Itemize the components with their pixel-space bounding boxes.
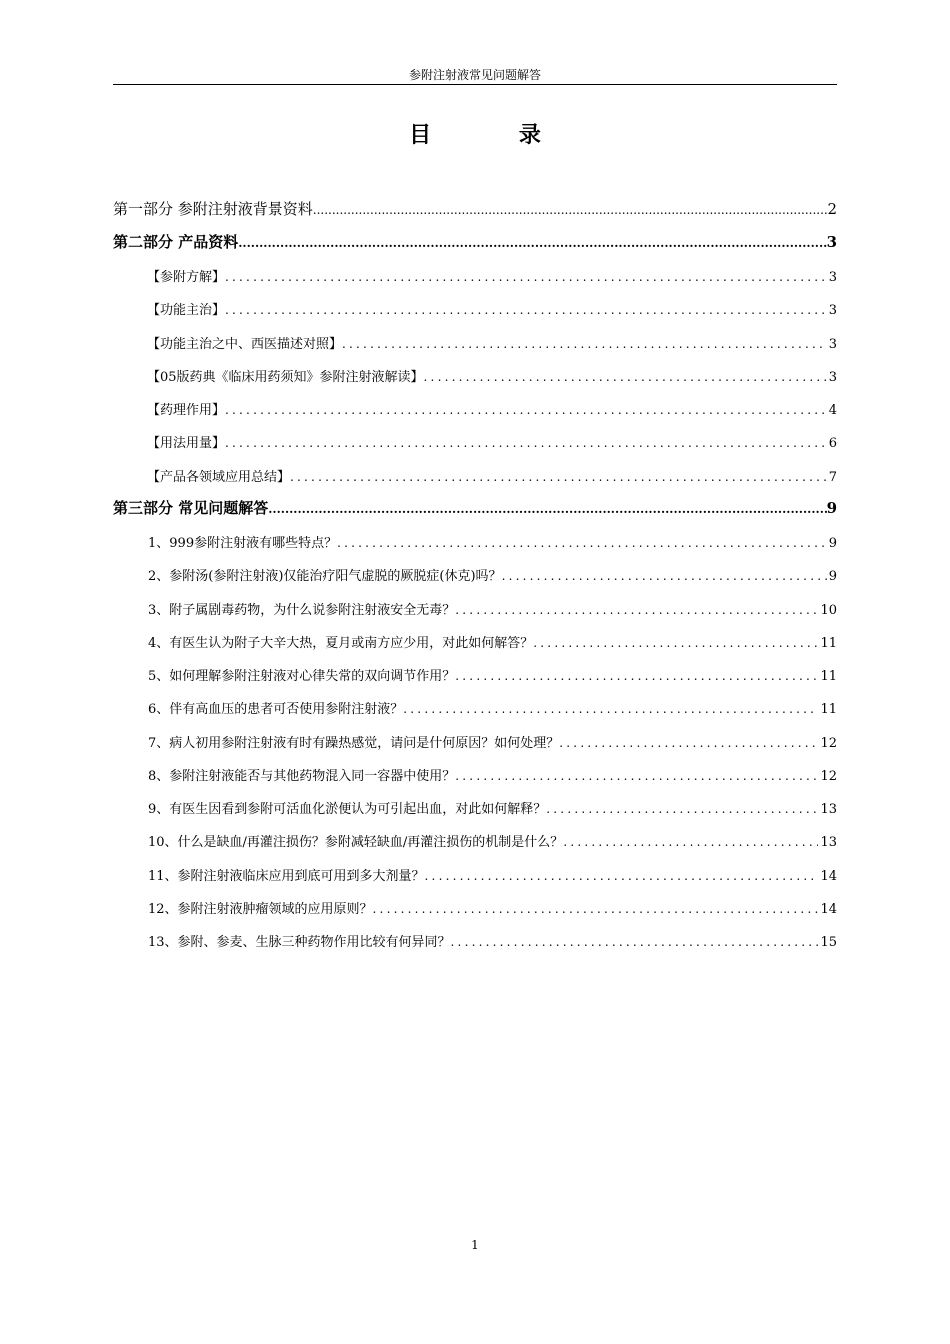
dot-leader — [313, 197, 828, 223]
dot-leader — [290, 462, 827, 492]
toc-entry-label: 【产品各领域应用总结】 — [147, 469, 291, 485]
toc-entry[interactable] — [113, 694, 837, 727]
dot-leader — [403, 694, 818, 724]
toc-entry-label: 1、999参附注射液有哪些特点？ — [148, 536, 338, 552]
toc-entry-label: 第一部分 参附注射液背景资料 — [113, 200, 313, 218]
toc-entry-label: 10、什么是缺血/再灌注损伤？参附减轻缺血/再灌注损伤的机制是什么？ — [148, 835, 564, 851]
toc-entry-label: 12、参附注射液肿瘤领域的应用原则？ — [148, 901, 373, 917]
toc-entry[interactable] — [113, 761, 837, 794]
toc-entry-label: 7、病人初用参附注射液有时有躁热感觉，请问是什何原因？如何处理？ — [148, 735, 560, 751]
toc-entry-label: 3、附子属剧毒药物，为什么说参附注射液安全无毒？ — [148, 602, 456, 618]
toc-entry[interactable] — [113, 462, 837, 495]
toc-entry-page: 14 — [820, 868, 837, 884]
toc-entry-page: 11 — [820, 669, 837, 685]
dot-leader — [238, 230, 826, 256]
toc-entry[interactable] — [113, 528, 837, 561]
toc-entry[interactable] — [113, 728, 837, 761]
dot-leader — [559, 728, 818, 758]
toc-entry-page: 3 — [826, 233, 837, 251]
toc-entry[interactable] — [113, 894, 837, 927]
toc-entry-label: 【功能主治之中、西医描述对照】 — [147, 336, 343, 352]
dot-leader — [225, 295, 827, 325]
dot-leader — [425, 861, 819, 891]
dot-leader — [455, 761, 818, 791]
toc-entry-label: 11、参附注射液临床应用到底可用到多大剂量？ — [148, 868, 425, 884]
toc-entry-page: 12 — [820, 735, 837, 751]
toc-entry-page: 12 — [820, 768, 837, 784]
toc-entry-page: 7 — [828, 469, 837, 485]
toc-entry-label: 4、有医生认为附子大辛大热，夏月或南方应少用，对此如何解答？ — [148, 635, 534, 651]
toc-entry[interactable] — [113, 628, 837, 661]
toc-entry-label: 9、有医生因看到参附可活血化淤便认为可引起出血，对此如何解释？ — [148, 802, 547, 818]
dot-leader — [225, 428, 827, 458]
toc-entry-page: 3 — [828, 369, 837, 385]
toc-entry-page: 9 — [828, 536, 837, 552]
toc-entry[interactable] — [113, 295, 837, 328]
toc-entry-page: 3 — [828, 336, 837, 352]
toc-entry[interactable] — [113, 561, 837, 594]
toc-title: 目 录 — [409, 122, 581, 148]
dot-leader — [268, 496, 826, 522]
toc-entry-page: 9 — [828, 569, 837, 585]
toc-entry-label: 6、伴有高血压的患者可否使用参附注射液？ — [148, 702, 404, 718]
toc-entry-label: 8、参附注射液能否与其他药物混入同一容器中使用？ — [148, 768, 456, 784]
toc-entry-label: 2、参附汤(参附注射液)仅能治疗阳气虚脱的厥脱症(休克)吗？ — [148, 569, 502, 585]
toc-entry-page: 11 — [820, 635, 837, 651]
toc-entry-label: 【功能主治】 — [147, 303, 226, 319]
dot-leader — [451, 927, 819, 957]
toc-entry-page: 15 — [820, 935, 837, 951]
dot-leader — [455, 661, 818, 691]
toc-entry[interactable] — [113, 395, 837, 428]
toc-entry[interactable] — [113, 329, 837, 362]
toc-entry-label: 【药理作用】 — [147, 403, 226, 419]
dot-leader — [563, 827, 818, 857]
dot-leader — [342, 329, 827, 359]
toc-entry-page: 14 — [820, 901, 837, 917]
dot-leader — [455, 595, 818, 625]
toc-entry-page: 2 — [827, 200, 837, 218]
toc-entry-page: 6 — [828, 436, 837, 452]
toc-entry-page: 10 — [820, 602, 837, 618]
toc-entry-page: 3 — [828, 270, 837, 285]
toc-entry-page: 4 — [828, 403, 837, 419]
dot-leader — [225, 395, 827, 425]
toc-entry-label: 【参附方解】 — [147, 270, 226, 285]
toc-entry-label: 【用法用量】 — [147, 436, 226, 452]
toc-entry-label: 13、参附、参麦、生脉三种药物作用比较有何异同？ — [148, 935, 451, 951]
header-rule — [113, 84, 837, 85]
toc-entry-page: 3 — [828, 303, 837, 319]
toc-entry-label: 【05版药典《临床用药须知》参附注射液解读】 — [147, 369, 424, 385]
toc-entry[interactable] — [113, 661, 837, 694]
dot-leader — [373, 894, 819, 924]
page-header: 参附注射液常见问题解答 — [408, 68, 541, 82]
toc-entry[interactable] — [113, 827, 837, 860]
toc-entry[interactable] — [113, 794, 837, 827]
toc-entry[interactable] — [113, 861, 837, 894]
toc-entry[interactable] — [113, 428, 837, 461]
toc-entry-label: 第二部分 产品资料 — [113, 233, 239, 251]
toc-entry[interactable] — [113, 595, 837, 628]
toc-entry-page: 9 — [826, 499, 837, 518]
toc-entry-page: 13 — [820, 802, 837, 818]
toc-entry[interactable] — [113, 262, 837, 295]
toc-entry[interactable] — [113, 362, 837, 395]
toc-entry-part2[interactable] — [113, 229, 837, 262]
dot-leader — [225, 262, 827, 292]
toc-entry[interactable] — [113, 927, 837, 960]
dot-leader — [533, 628, 818, 658]
toc-entry-page: 13 — [820, 835, 837, 851]
table-of-contents — [113, 196, 837, 960]
toc-entry-label: 5、如何理解参附注射液对心律失常的双向调节作用？ — [148, 669, 456, 685]
dot-leader — [546, 794, 818, 824]
page-number: 1 — [471, 1238, 479, 1252]
toc-entry-part1[interactable] — [113, 196, 837, 229]
dot-leader — [502, 561, 827, 591]
toc-entry-label: 第三部分 常见问题解答 — [113, 499, 269, 518]
toc-entry-part3[interactable] — [113, 495, 837, 528]
dot-leader — [424, 362, 827, 392]
dot-leader — [337, 528, 827, 558]
toc-entry-page: 11 — [820, 702, 837, 718]
